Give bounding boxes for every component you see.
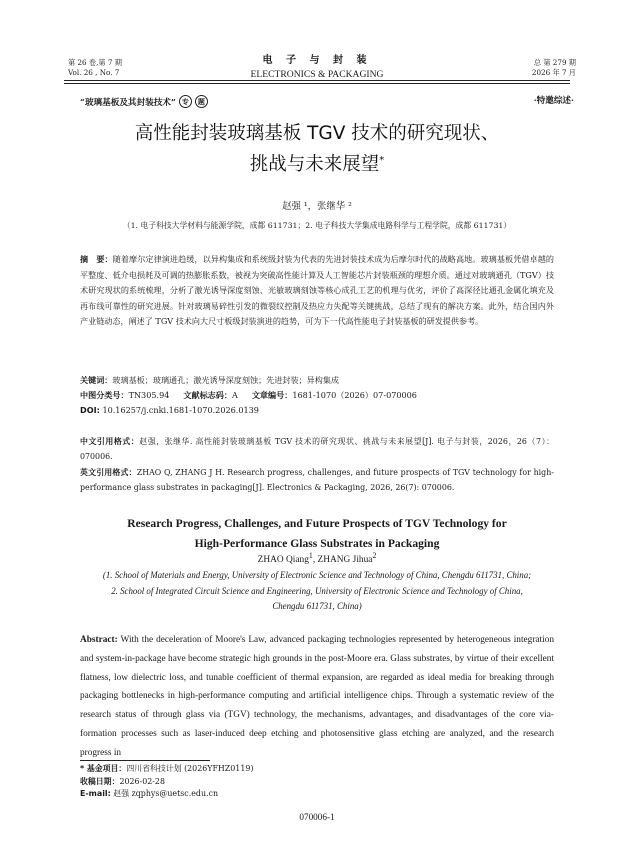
clc-value: TN305.94 [128, 390, 170, 400]
page-number: 070006-1 [299, 812, 335, 822]
abstract-en-label: Abstract: [80, 635, 118, 645]
keywords-text: 玻璃基板；玻璃通孔；激光诱导深度刻蚀；先进封装；异构集成 [112, 375, 340, 385]
volume-en: Vol. 26 , No. 7 [68, 68, 120, 77]
column-tag-char-2: 题 [195, 95, 208, 108]
citation-en [80, 465, 554, 496]
email-label: E-mail: [80, 789, 111, 799]
author-1-affil: 1 [308, 551, 313, 560]
abstract-cn-text: 随着摩尔定律演进趋缓，以异构集成和系统级封装为代表的先进封装技术成为后摩尔时代的战略高地。玻璃基板凭借卓越的平整度、低介电损耗及可调的热膨胀系数，被视为突破高性能计算及人工智能芯片封装瓶颈的理想介质。通过对玻璃通孔（TGV）技术研究现状的系统梳理，分析了激光诱导深度刻蚀、光敏玻璃刻蚀等核心成孔工艺的机理与优劣，评价了高深径比通孔金属化填充及再布线可靠性的研究进展。针对玻璃易碎性引发的微裂纹控制及热应力失配等关键挑战，总结了现有的解决方案。此外，结合国内外产业链动态，阐述了 TGV 技术向大尺寸板级封装演进的趋势，可为下一代高性能电子封装基板的研发提供参考。 [80, 254, 554, 327]
citation-cn [80, 434, 554, 465]
issue-info [532, 58, 576, 78]
journal-name-cn: 电 子 与 封 装 [262, 55, 372, 66]
authors-cn: 赵强 ¹，张继华 ² [282, 201, 352, 212]
paper-title [60, 120, 574, 178]
paper-title-line-1: 高性能封装玻璃基板 TGV 技术的研究现状、 [134, 123, 500, 144]
doi-line [80, 403, 554, 417]
keywords-label: 关键词： [80, 375, 113, 385]
column-tag-name: “玻璃基板及其封装技术” [80, 97, 176, 108]
citation-en-label: 英文引用格式： [80, 467, 137, 477]
column-tag [80, 95, 208, 108]
total-issue: 总 第 279 期 [533, 58, 576, 67]
english-title [60, 514, 574, 553]
header-rule-thin [64, 83, 570, 84]
keywords [80, 373, 554, 387]
abstract-cn [80, 252, 554, 330]
fund-label: * 基金项目： [80, 764, 127, 773]
english-affiliations [60, 568, 574, 615]
author-2: ZHANG Jihua [317, 555, 373, 566]
citation-cn-text: 赵强，张继华. 高性能封装玻璃基板 TGV 技术的研究现状、挑战与未来展望[J]. 电子与封装，2026，26（7）：070006. [80, 437, 554, 462]
english-title-line-2: High-Performance Glass Substrates in Packaging [194, 536, 440, 550]
author-separator: , [312, 555, 318, 566]
journal-name-en: ELECTRONICS & PACKAGING [250, 69, 384, 80]
received-line [80, 776, 253, 789]
classification-line [80, 388, 554, 402]
volume-cn: 第 26 卷,第 7 期 [68, 58, 122, 67]
abstract-cn-label: 摘 要： [80, 254, 113, 264]
doi-label: DOI: [80, 405, 100, 415]
english-affiliation-line-2: 2. School of Integrated Circuit Science and Engineering, University of Electronic Science and Technology of China, [111, 585, 523, 596]
journal-name [200, 51, 434, 80]
footnote [80, 763, 253, 801]
english-title-line-1: Research Progress, Challenges, and Future Prospects of TGV Technology for [127, 517, 507, 530]
citation-block [80, 434, 554, 496]
doc-code-label: 文献标志码： [183, 390, 232, 400]
article-number-label: 文章编号： [251, 390, 293, 400]
email-value: 赵强 zqphys@uetsc.edu.cn [113, 789, 219, 799]
affiliations-cn: （1. 电子科技大学材料与能源学院，成都 611731；2. 电子科技大学集成电路科学与工程学院，成都 611731） [122, 221, 512, 230]
paper-title-line-2-text: 挑战与未来展望 [249, 154, 380, 176]
article-number-value: 1681-1070（2026）07-070006 [292, 390, 417, 400]
header-rule [64, 80, 570, 81]
fund-value: 四川省科技计划 (2026YFHZ0119) [126, 764, 254, 773]
author-1: ZHAO Qiang [257, 555, 309, 566]
email-line [80, 788, 253, 801]
received-label: 收稿日期： [80, 776, 120, 786]
received-value: 2026-02-28 [119, 776, 165, 786]
issue-date: 2026 年 7 月 [531, 68, 576, 77]
fund-mark: * [379, 155, 385, 166]
volume-info [68, 58, 122, 78]
clc-label: 中图分类号： [80, 390, 129, 400]
column-tag-char-1: 专 [179, 95, 192, 108]
english-affiliation-line-3: Chengdu 611731, China) [272, 601, 362, 611]
paper-title-line-2 [60, 147, 574, 178]
review-tag: ·特邀综述· [533, 96, 574, 106]
abstract-en-text: With the deceleration of Moore's Law, advanced packaging technologies represented by heterogeneous integration and system-in-package have become strategic high grounds in the post-Moore era. Glass substrates, by virtue of their excellent flatness, low dielectric loss, and tunable coefficient of thermal expansion, are regarded as ideal media for breaking through packaging bottlenecks in high-performance computing and artificial intelligence chips. Through a systematic review of the research status of through glass via (TGV) technology, the mechanisms, advantages, and disadvantages of the core via-formation processes such as laser-induced deep etching and photosensitive glass etching are analyzed, and the research progress in [80, 635, 555, 758]
author-2-affil: 2 [372, 551, 377, 560]
doi-value: 10.16257/j.cnki.1681-1070.2026.0139 [102, 405, 259, 415]
english-authors [60, 551, 574, 565]
fund-line [80, 763, 253, 776]
citation-cn-label: 中文引用格式： [80, 437, 140, 446]
citation-en-text: ZHAO Q, ZHANG J H. Research progress, challenges, and future prospects of TGV technology for high-performance glass substrates in packaging[J]. Electronics & Packaging, 2026, 26(7): 070006. [80, 467, 554, 493]
english-affiliation-line-1: (1. School of Materials and Energy, University of Electronic Science and Technology of China, Chengdu 611731, China; [102, 570, 532, 580]
footnote-rule [80, 760, 210, 761]
doc-code-value: A [231, 390, 238, 400]
abstract-en [80, 631, 554, 763]
